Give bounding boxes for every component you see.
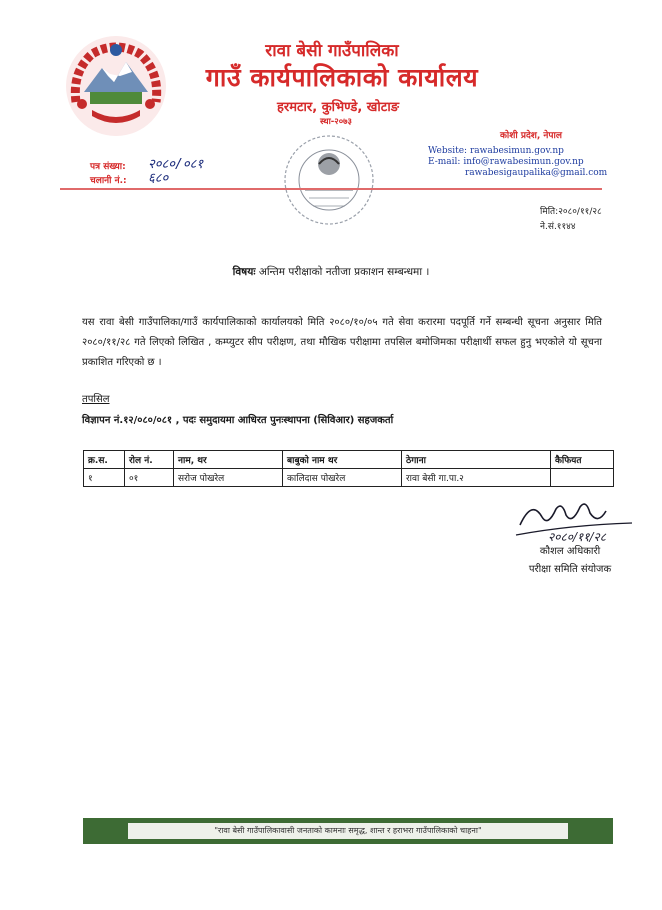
advertisement-line: विज्ञापन नं.१२/०८०/०८१ , पदः समुदायमा आधिरत पुनःस्थापना (सिविआर) सहजकर्ता xyxy=(82,415,394,426)
subject-label: विषयः xyxy=(232,266,256,278)
results-table xyxy=(83,450,614,487)
footer-motto: "रावा बेसी गाउँपालिकावासी जनताको कामनाः समृद्ध, शान्त र हराभरा गाउँपालिकाको चाहना" xyxy=(128,823,568,839)
reference-block xyxy=(90,157,204,188)
email-link-primary[interactable]: info@rawabesimun.gov.np xyxy=(463,157,584,167)
patra-value: २०८०/०८१ xyxy=(148,157,204,172)
contact-block xyxy=(428,146,658,179)
chalani-row xyxy=(90,171,169,188)
email-label: E-mail: xyxy=(428,157,461,167)
chalani-value: ६८० xyxy=(148,171,169,186)
office-address: हरमटार, कुभिण्डे, खोटाङ xyxy=(277,100,399,115)
website-link[interactable]: rawabesimun.gov.np xyxy=(469,146,564,156)
subject-line xyxy=(0,265,662,279)
office-seal-stamp-icon xyxy=(275,130,383,232)
date-block xyxy=(540,205,602,235)
col-roll: रोल नं. xyxy=(125,451,174,469)
signatory-role: परीक्षा समिति संयोजक xyxy=(528,564,612,575)
website-label: Website: xyxy=(428,146,468,156)
email-row xyxy=(428,157,658,168)
subject-text: अन्तिम परीक्षाको नतीजा प्रकाशन सम्बन्धमा । xyxy=(258,266,430,278)
signature-date: २०८०/११/२८ xyxy=(548,530,607,543)
province-label: कोशी प्रदेश, नेपाल xyxy=(500,131,562,141)
established-year: स्था-२०७३ xyxy=(320,117,352,127)
col-father-name: बाबुको नाम थर xyxy=(283,451,402,469)
details-heading: तपसिल xyxy=(82,394,110,405)
patra-label: पत्र संख्या: xyxy=(90,162,126,172)
col-serial: क्र.स. xyxy=(84,451,125,469)
cell-remarks xyxy=(551,469,614,487)
chalani-label: चलानी नं.: xyxy=(90,176,127,186)
website-row xyxy=(428,146,658,157)
nepal-emblem-icon xyxy=(62,32,170,140)
col-address: ठेगाना xyxy=(402,451,551,469)
table-header-row xyxy=(84,451,614,469)
nepal-sambat: ने.सं.११४४ xyxy=(540,222,576,232)
signatory-name: कौशल अधिकारी xyxy=(539,546,601,557)
col-name: नाम, थर xyxy=(174,451,283,469)
office-title: गाउँ कार्यपालिकाको कार्यालय xyxy=(205,63,479,92)
municipality-name: रावा बेसी गाउँपालिका xyxy=(265,41,399,61)
cell-roll: ०१ xyxy=(125,469,174,487)
notice-body: यस रावा बेसी गाउँपालिका/गाउँ कार्यपालिकाको कार्यालयको मिति २०८०/१०/०५ गते सेवा करारमा पदपूर्ति गर्ने सम्बन्धी सूचना अनुसार मिति २०८०/११/२८ गते लिएको लिखित , कम्प्युटर सीप परीक्षण, तथा मौखिक परीक्षामा तपसिल बमोजिमका परीक्षार्थी सफल हुनु भएकोले यो सूचना प्रकाशित गरिएको छ । xyxy=(82,317,602,368)
cell-address: रावा बेसी गा.पा.२ xyxy=(402,469,551,487)
letterhead-divider xyxy=(60,188,602,190)
cell-name: सरोज पोखरेल xyxy=(174,469,283,487)
cell-serial: १ xyxy=(84,469,125,487)
signatory-block xyxy=(520,543,620,579)
email-link-secondary[interactable]: rawabesigaupalika@gmail.com xyxy=(465,168,608,178)
table-row xyxy=(84,469,614,487)
handwritten-signature-icon xyxy=(510,495,640,543)
cell-father-name: कालिदास पोखरेल xyxy=(283,469,402,487)
col-remarks: कैफियत xyxy=(551,451,614,469)
letter-date: मिति:२०८०/११/२८ xyxy=(540,207,602,217)
patra-row xyxy=(90,157,204,174)
